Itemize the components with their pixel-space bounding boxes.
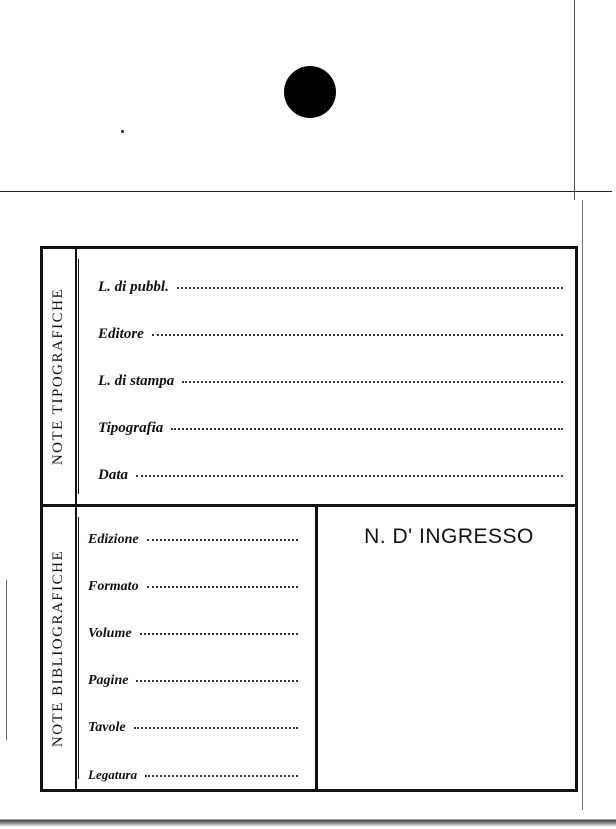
paper-edge xyxy=(574,0,575,200)
field-row-formato xyxy=(88,579,298,595)
field-label: L. di pubbl. xyxy=(98,279,169,295)
column-divider xyxy=(315,507,318,789)
field-row-volume xyxy=(88,626,298,642)
field-label: Formato xyxy=(88,579,139,594)
field-label: Tavole xyxy=(88,720,126,735)
field-row-luogo-pubblicazione xyxy=(98,279,563,296)
field-dotted-line xyxy=(182,381,563,383)
field-row-editore xyxy=(98,326,563,343)
field-label: Tipografia xyxy=(98,420,164,436)
field-dotted-line xyxy=(147,586,298,588)
field-dotted-line xyxy=(136,680,298,682)
catalog-card xyxy=(40,246,578,792)
section-label-tipografiche: NOTE TIPOGRAFICHE xyxy=(43,249,77,504)
field-dotted-line xyxy=(140,633,298,635)
field-dotted-line xyxy=(147,539,298,541)
paper-speck xyxy=(121,130,124,133)
field-label: L. di stampa xyxy=(98,373,175,389)
field-dotted-line xyxy=(171,428,563,430)
field-row-tavole xyxy=(88,720,298,736)
field-label: Pagine xyxy=(88,673,129,688)
paper-edge xyxy=(582,200,583,810)
field-dotted-line xyxy=(136,475,563,477)
field-label: Edizione xyxy=(88,532,139,547)
field-row-data xyxy=(98,467,563,484)
field-label: Data xyxy=(98,467,128,483)
field-row-legatura xyxy=(88,767,298,783)
field-dotted-line xyxy=(134,727,298,729)
rule xyxy=(78,259,79,494)
fold-line xyxy=(0,191,612,192)
field-row-tipografia xyxy=(98,420,563,437)
field-row-pagine xyxy=(88,673,298,689)
field-dotted-line xyxy=(152,334,563,336)
field-dotted-line xyxy=(145,775,298,777)
numero-ingresso-label: N. D' INGRESSO xyxy=(364,525,534,548)
field-label: Editore xyxy=(98,326,144,342)
field-row-edizione xyxy=(88,532,298,548)
field-dotted-line xyxy=(177,287,563,289)
field-label: Legatura xyxy=(88,767,138,782)
punch-hole xyxy=(284,66,336,118)
rule xyxy=(78,517,79,779)
paper-bottom-edge xyxy=(0,815,616,829)
section-label-bibliografiche: NOTE BIBLIOGRAFICHE xyxy=(43,507,77,789)
field-row-luogo-stampa xyxy=(98,373,563,390)
field-label: Volume xyxy=(88,626,132,641)
paper-edge xyxy=(6,580,7,740)
section-note-tipografiche xyxy=(43,249,575,507)
